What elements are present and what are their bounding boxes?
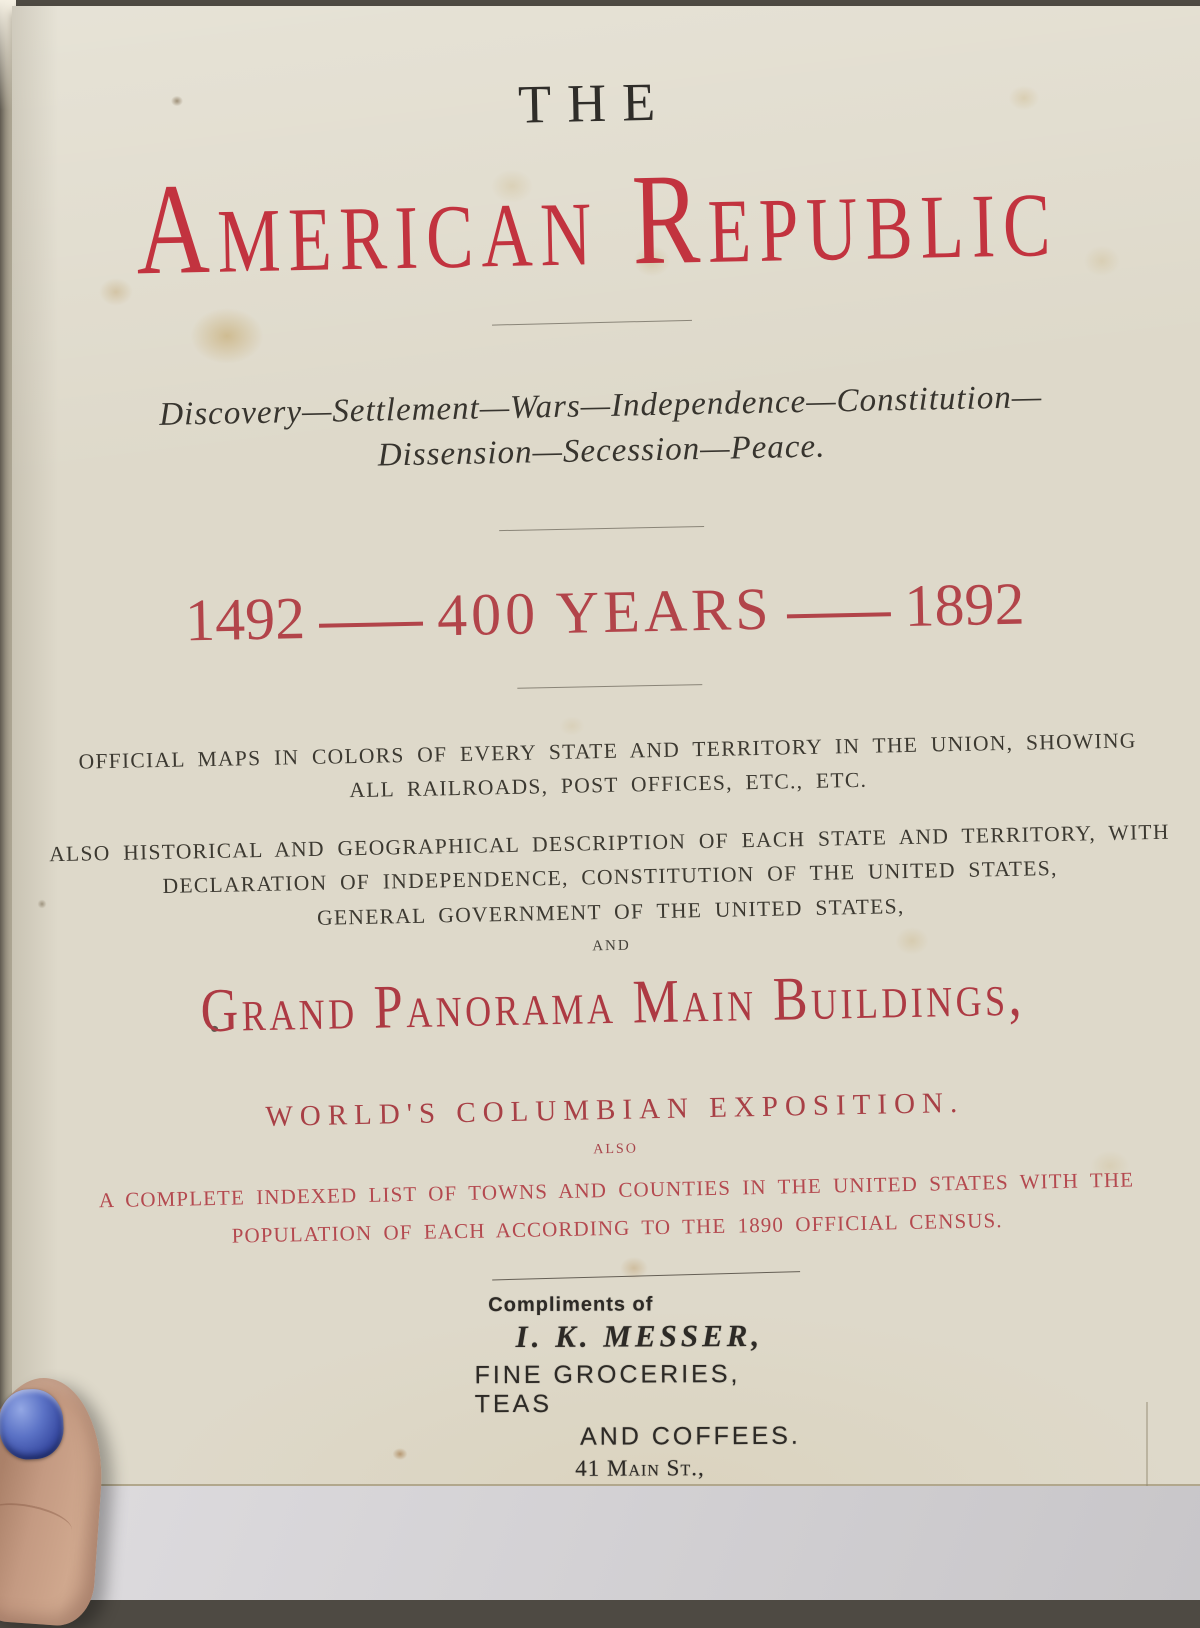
book-title-page: [12, 6, 1200, 1484]
themes-line-2: Dissension—Secession—Peace.: [377, 428, 826, 474]
years-span-label: 400 YEARS: [436, 575, 774, 649]
stamp-business-line-1: FINE GROCERIES, TEAS: [474, 1360, 741, 1419]
divider-rule-3: [517, 684, 702, 689]
stamp-business-line-2: AND COFFEES.: [580, 1421, 801, 1451]
anniversary-line: [10, 566, 1199, 659]
maps-note: [13, 722, 1200, 815]
conjunction-and: AND: [592, 937, 631, 955]
merchant-stamp: [474, 1293, 805, 1514]
year-start: 1492: [184, 585, 306, 654]
description-line-2: DECLARATION OF INDEPENDENCE, CONSTITUTION OF THE UNITED STATES,: [162, 856, 1058, 899]
underlying-sheet-edge: [1146, 1402, 1148, 1486]
article-the: THE: [517, 71, 672, 135]
date-dash-line-right: [787, 612, 891, 618]
blue-thumbnail: [0, 1388, 65, 1461]
themes-line-1: Discovery—Settlement—Wars—Independence—Constitution—: [158, 379, 1043, 433]
maps-note-line-2: ALL RAILROADS, POST OFFICES, ETC., ETC.: [349, 768, 868, 803]
description-line-3: GENERAL GOVERNMENT OF THE UNITED STATES,: [316, 893, 905, 930]
underlying-page-surface: [0, 1486, 1200, 1600]
date-dash-line-left: [319, 621, 423, 627]
also-label: ALSO: [593, 1141, 639, 1158]
themes-subtitle: [6, 372, 1196, 485]
stamp-compliments: Compliments of: [488, 1293, 654, 1317]
maps-note-line-1: OFFICIAL MAPS IN COLORS OF EVERY STATE AND TERRITORY IN THE UNION, SHOWING: [78, 728, 1137, 774]
divider-rule-stamp: [492, 1271, 800, 1280]
stamp-merchant-name: I. K. MESSER,: [515, 1317, 764, 1355]
divider-rule-2: [499, 526, 704, 531]
panorama-title: Grand Panorama Main Buildings,: [199, 960, 1026, 1046]
census-line-2: POPULATION OF EACH ACCORDING TO THE 1890 OFFICIAL CENSUS.: [231, 1207, 1003, 1248]
divider-rule-1: [492, 320, 692, 326]
census-line-1: A COMPLETE INDEXED LIST OF TOWNS AND COUNTIES IN THE UNITED STATES WITH THE: [98, 1167, 1135, 1213]
thumb-knuckle-crease: [0, 1497, 75, 1546]
census-note: [22, 1160, 1200, 1259]
historical-description: [15, 814, 1200, 941]
main-title: American Republic: [134, 139, 1060, 303]
stamp-address-street: 41 Main St.,: [575, 1455, 705, 1481]
exposition-subtitle: WORLD'S COLUMBIAN EXPOSITION.: [265, 1086, 965, 1133]
year-end: 1892: [903, 570, 1026, 639]
description-line-1: ALSO HISTORICAL AND GEOGRAPHICAL DESCRIPTION OF EACH STATE AND TERRITORY, WITH: [48, 819, 1170, 867]
